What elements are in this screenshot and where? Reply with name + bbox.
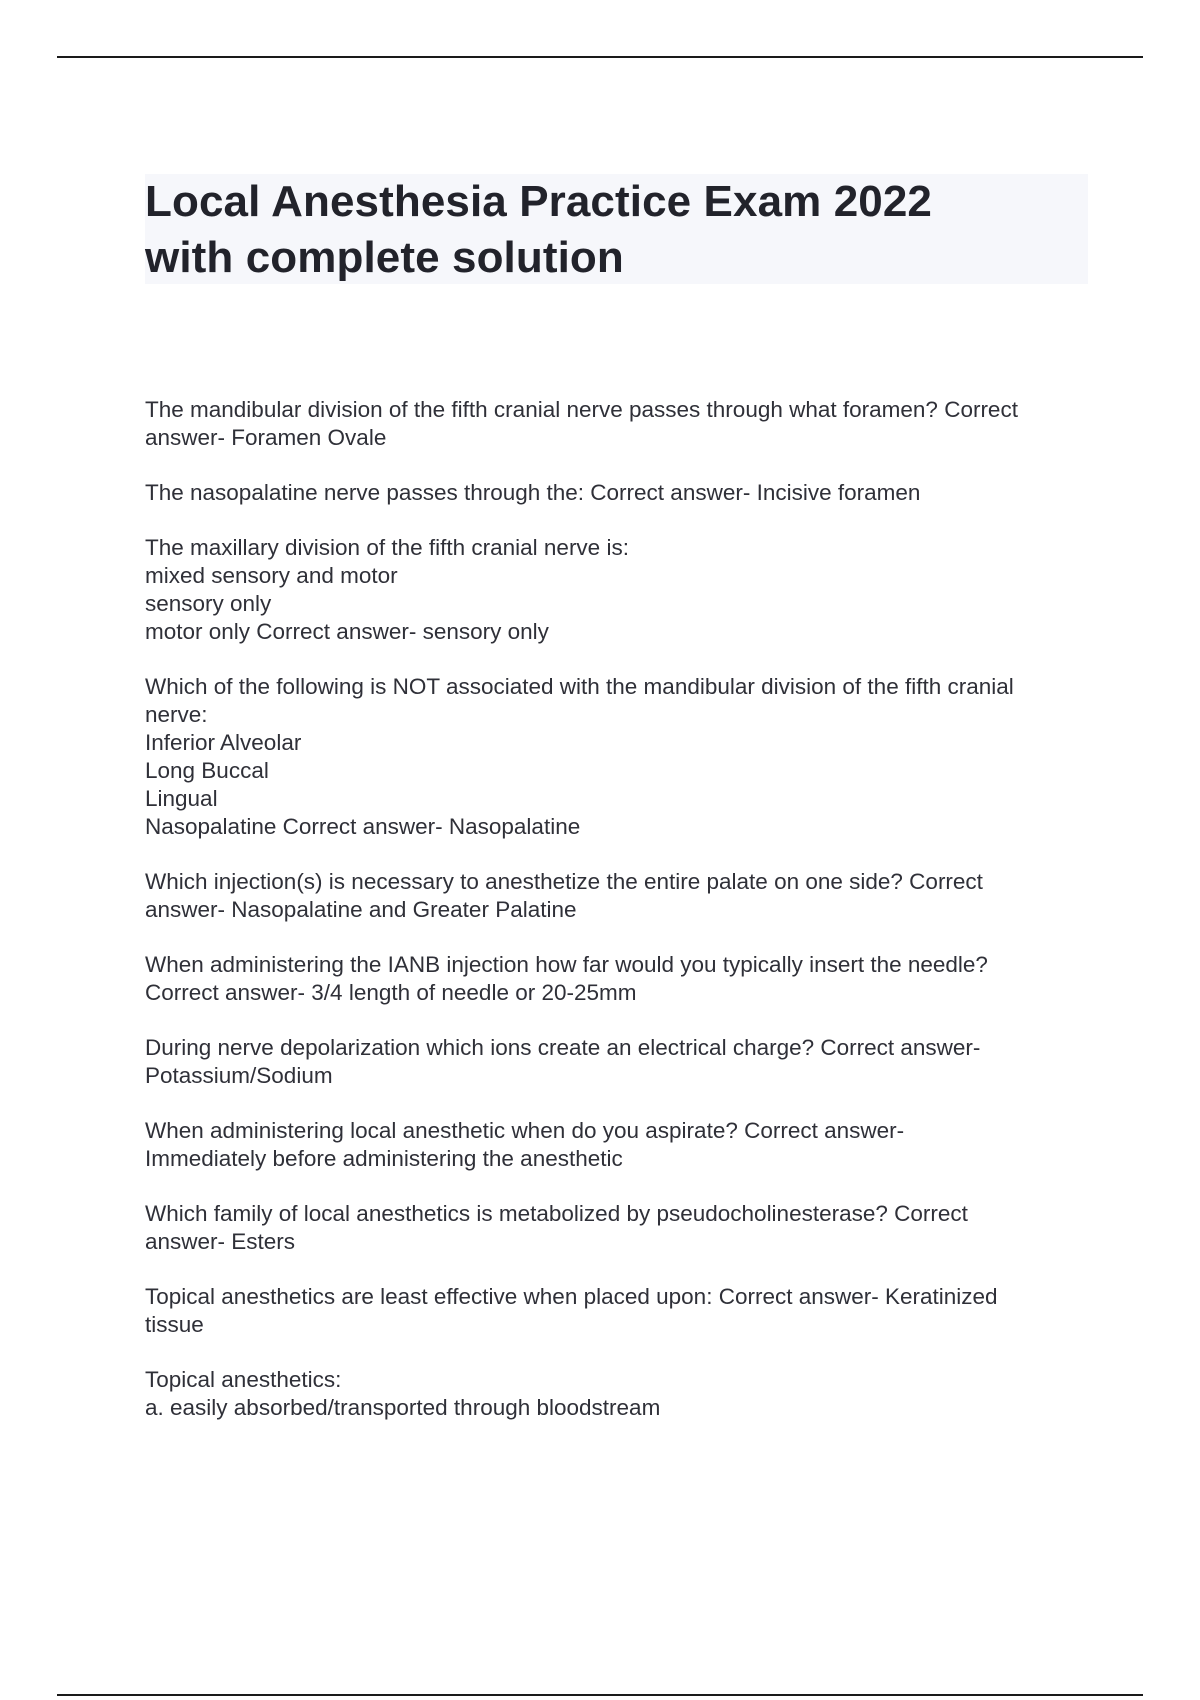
question-line: Potassium/Sodium xyxy=(145,1063,333,1088)
question-line: Nasopalatine Correct answer- Nasopalatine xyxy=(145,814,581,839)
question-line: When administering the IANB injection how far would you typically insert the needle? xyxy=(145,952,988,977)
question-line: answer- Foramen Ovale xyxy=(145,425,387,450)
question-item xyxy=(145,1366,1095,1422)
question-line: Long Buccal xyxy=(145,758,269,783)
question-line: answer- Nasopalatine and Greater Palatine xyxy=(145,897,577,922)
page-title xyxy=(145,174,1088,286)
question-line: Immediately before administering the anesthetic xyxy=(145,1146,623,1171)
question-line: tissue xyxy=(145,1312,204,1337)
question-line: sensory only xyxy=(145,591,272,616)
question-item xyxy=(145,1034,1095,1090)
question-line: Correct answer- 3/4 length of needle or 20-25mm xyxy=(145,980,637,1005)
question-list xyxy=(145,396,1095,1449)
question-item xyxy=(145,868,1095,924)
question-item xyxy=(145,534,1095,646)
question-line: Which injection(s) is necessary to anesthetize the entire palate on one side? Correct xyxy=(145,869,983,894)
question-item xyxy=(145,479,1095,507)
title-block xyxy=(145,174,1088,284)
question-line: nerve: xyxy=(145,702,208,727)
question-line: Inferior Alveolar xyxy=(145,730,302,755)
question-line: answer- Esters xyxy=(145,1229,296,1254)
question-line: mixed sensory and motor xyxy=(145,563,398,588)
question-line: Topical anesthetics are least effective when placed upon: Correct answer- Keratinized xyxy=(145,1284,998,1309)
question-item xyxy=(145,951,1095,1007)
question-line: a. easily absorbed/transported through bloodstream xyxy=(145,1395,661,1420)
question-line: The mandibular division of the fifth cranial nerve passes through what foramen? Correct xyxy=(145,397,1018,422)
question-line: Lingual xyxy=(145,786,218,811)
question-line: Topical anesthetics: xyxy=(145,1367,342,1392)
top-rule xyxy=(57,56,1143,58)
question-line: The nasopalatine nerve passes through the: Correct answer- Incisive foramen xyxy=(145,480,921,505)
question-line: The maxillary division of the fifth cranial nerve is: xyxy=(145,535,629,560)
question-line: During nerve depolarization which ions create an electrical charge? Correct answer- xyxy=(145,1035,981,1060)
question-line: Which family of local anesthetics is metabolized by pseudocholinesterase? Correct xyxy=(145,1201,968,1226)
question-item xyxy=(145,673,1095,841)
question-item xyxy=(145,396,1095,452)
page-title-line: Local Anesthesia Practice Exam 2022 xyxy=(145,177,932,226)
question-line: motor only Correct answer- sensory only xyxy=(145,619,549,644)
question-line: Which of the following is NOT associated with the mandibular division of the fifth cranial xyxy=(145,674,1014,699)
question-item xyxy=(145,1117,1095,1173)
question-line: When administering local anesthetic when do you aspirate? Correct answer- xyxy=(145,1118,905,1143)
bottom-rule xyxy=(57,1694,1143,1696)
page-title-line: with complete solution xyxy=(145,233,624,282)
question-item xyxy=(145,1283,1095,1339)
question-item xyxy=(145,1200,1095,1256)
